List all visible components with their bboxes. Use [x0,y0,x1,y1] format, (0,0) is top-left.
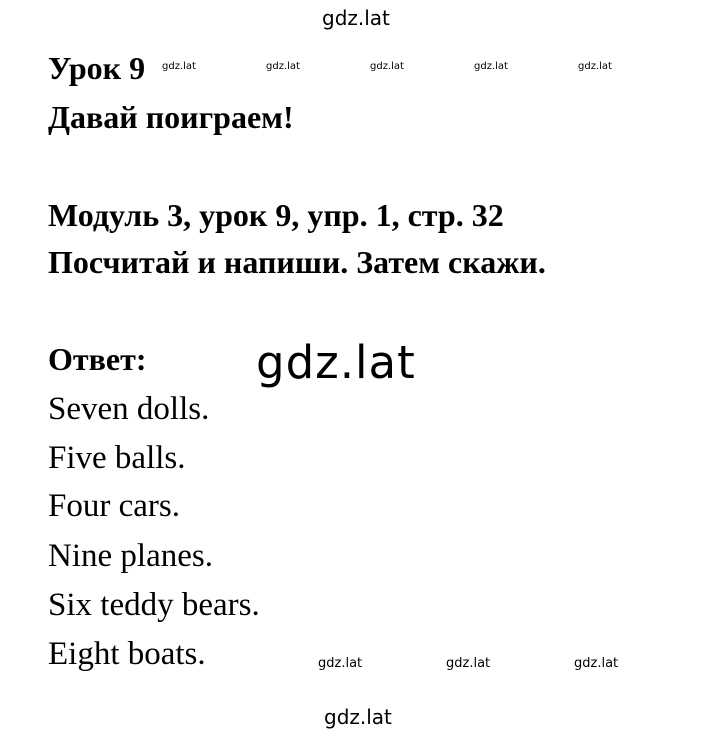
watermark-small-1: gdz.lat [318,656,363,671]
answer-label: Ответ: [48,341,147,377]
answer-line-6: Eight boats. [48,636,206,672]
watermark-small-2: gdz.lat [446,656,491,671]
watermark-small-3: gdz.lat [574,656,619,671]
answer-line-3: Four cars. [48,488,180,524]
watermark-tiny-5: gdz.lat [578,61,612,72]
watermark-tiny-4: gdz.lat [474,61,508,72]
answer-line-4: Nine planes. [48,538,213,574]
answer-line-1: Seven dolls. [48,391,210,427]
watermark-tiny-2: gdz.lat [266,61,300,72]
watermark-tiny-1: gdz.lat [162,61,196,72]
answer-line-2: Five balls. [48,440,186,476]
watermark-center: gdz.lat [256,336,416,389]
answer-line-5: Six teddy bears. [48,587,260,623]
exercise-reference: Модуль 3, урок 9, упр. 1, стр. 32 [48,197,504,233]
lesson-subtitle: Давай поиграем! [48,99,294,135]
watermark-tiny-3: gdz.lat [370,61,404,72]
exercise-instruction: Посчитай и напиши. Затем скажи. [48,244,546,280]
watermark-top: gdz.lat [322,6,390,30]
watermark-bottom: gdz.lat [324,705,392,729]
lesson-title: Урок 9 [48,50,146,86]
